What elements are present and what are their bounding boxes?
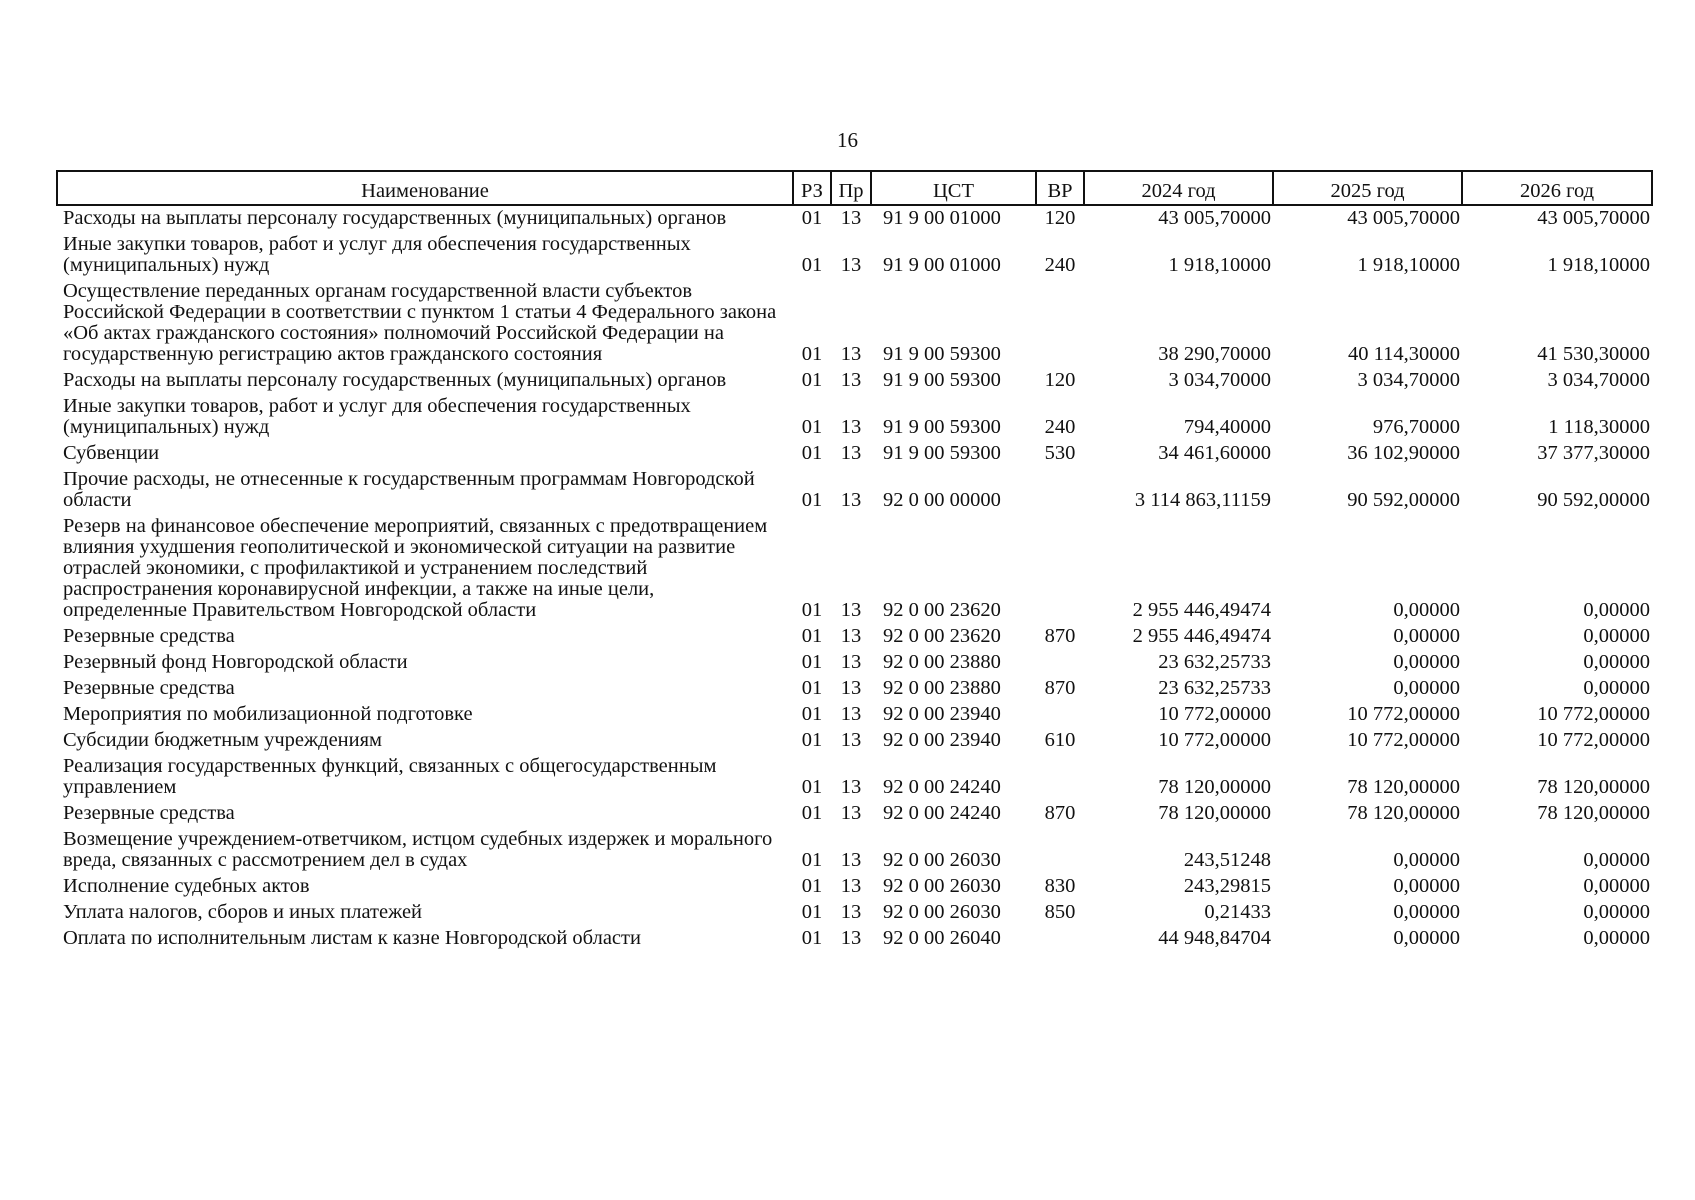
row-name: Резерв на финансовое обеспечение мероприятий, связанных с предотвращением влияния ухудшения геополитической и экономической ситуации на развитие отраслей экономики, с профилактикой и устранением последствий распространения коронавирусной инфекции, а также на иные цели, определенные Правительством Новгородской области — [63, 515, 768, 621]
row-vr — [1036, 754, 1084, 801]
row-pr: 13 — [840, 599, 862, 621]
row-amount-2025: 0,00000 — [1393, 849, 1460, 871]
table-row — [57, 926, 1652, 952]
row-pr: 13 — [840, 849, 862, 871]
row-name: Оплата по исполнительным листам к казне Новгородской области — [63, 927, 641, 949]
row-name: Резервный фонд Новгородской области — [63, 651, 408, 673]
row-vr — [1036, 514, 1084, 624]
row-cst: 92 0 00 24240 — [883, 776, 1001, 798]
row-pr: 13 — [840, 369, 862, 391]
row-rz: 01 — [801, 875, 823, 897]
row-amount-2024: 78 120,00000 — [1158, 802, 1271, 824]
row-amount-2024: 0,21433 — [1204, 901, 1271, 923]
row-amount-2026: 37 377,30000 — [1537, 442, 1650, 464]
row-pr: 13 — [840, 776, 862, 798]
table-row — [57, 728, 1652, 754]
row-name: Резервные средства — [63, 802, 235, 824]
row-name: Резервные средства — [63, 677, 235, 699]
row-name: Расходы на выплаты персоналу государственных (муниципальных) органов — [63, 207, 727, 229]
row-amount-2026: 0,00000 — [1583, 849, 1650, 871]
row-amount-2025: 43 005,70000 — [1347, 207, 1460, 229]
row-amount-2026: 43 005,70000 — [1537, 207, 1650, 229]
row-rz: 01 — [801, 369, 823, 391]
row-pr: 13 — [840, 677, 862, 699]
table-header-row — [57, 171, 1652, 205]
table-row — [57, 394, 1652, 441]
row-rz: 01 — [801, 703, 823, 725]
row-rz: 01 — [801, 677, 823, 699]
row-cst: 92 0 00 23620 — [883, 599, 1001, 621]
row-pr: 13 — [840, 901, 862, 923]
row-rz: 01 — [801, 254, 823, 276]
row-cst: 91 9 00 01000 — [883, 254, 1001, 276]
row-vr: 870 — [1044, 677, 1076, 699]
row-amount-2026: 0,00000 — [1583, 625, 1650, 647]
row-amount-2025: 3 034,70000 — [1357, 369, 1460, 391]
row-amount-2024: 1 918,10000 — [1168, 254, 1271, 276]
row-cst: 91 9 00 59300 — [883, 442, 1001, 464]
row-pr: 13 — [840, 927, 862, 949]
row-amount-2026: 0,00000 — [1583, 599, 1650, 621]
row-rz: 01 — [801, 849, 823, 871]
header-vr: ВР — [1036, 171, 1084, 205]
row-amount-2024: 243,29815 — [1183, 875, 1271, 897]
table-row — [57, 676, 1652, 702]
row-rz: 01 — [801, 207, 823, 229]
row-pr: 13 — [840, 489, 862, 511]
row-amount-2026: 78 120,00000 — [1537, 776, 1650, 798]
row-name: Резервные средства — [63, 625, 235, 647]
row-vr: 240 — [1044, 254, 1076, 276]
row-vr: 870 — [1044, 802, 1076, 824]
row-pr: 13 — [840, 651, 862, 673]
table-row — [57, 624, 1652, 650]
row-amount-2026: 0,00000 — [1583, 927, 1650, 949]
budget-table — [56, 170, 1653, 952]
row-amount-2024: 43 005,70000 — [1158, 207, 1271, 229]
table-row — [57, 467, 1652, 514]
row-cst: 92 0 00 23620 — [883, 625, 1001, 647]
row-rz: 01 — [801, 442, 823, 464]
table-row — [57, 702, 1652, 728]
row-amount-2025: 0,00000 — [1393, 927, 1460, 949]
row-cst: 92 0 00 23880 — [883, 677, 1001, 699]
row-vr: 830 — [1044, 875, 1076, 897]
row-amount-2025: 78 120,00000 — [1347, 776, 1460, 798]
row-cst: 91 9 00 59300 — [883, 343, 1001, 365]
row-amount-2024: 2 955 446,49474 — [1132, 625, 1271, 647]
row-name: Иные закупки товаров, работ и услуг для обеспечения государственных (муниципальных) нужд — [63, 233, 691, 276]
row-cst: 92 0 00 23880 — [883, 651, 1001, 673]
row-rz: 01 — [801, 776, 823, 798]
row-amount-2025: 36 102,90000 — [1347, 442, 1460, 464]
row-cst: 91 9 00 01000 — [883, 207, 1001, 229]
row-amount-2026: 0,00000 — [1583, 875, 1650, 897]
row-rz: 01 — [801, 729, 823, 751]
row-vr: 120 — [1044, 369, 1076, 391]
table-row — [57, 441, 1652, 467]
row-pr: 13 — [840, 625, 862, 647]
table-row — [57, 279, 1652, 368]
row-pr: 13 — [840, 703, 862, 725]
row-name: Исполнение судебных актов — [63, 875, 310, 897]
row-cst: 92 0 00 26030 — [883, 849, 1001, 871]
row-cst: 92 0 00 23940 — [883, 703, 1001, 725]
row-amount-2024: 23 632,25733 — [1158, 651, 1271, 673]
row-vr: 120 — [1044, 207, 1076, 229]
table-row — [57, 827, 1652, 874]
row-amount-2025: 0,00000 — [1393, 677, 1460, 699]
row-rz: 01 — [801, 489, 823, 511]
table-body — [57, 205, 1652, 952]
row-amount-2024: 78 120,00000 — [1158, 776, 1271, 798]
table-row — [57, 801, 1652, 827]
header-year-2024: 2024 год — [1084, 171, 1273, 205]
row-cst: 92 0 00 24240 — [883, 802, 1001, 824]
row-vr: 530 — [1044, 442, 1076, 464]
row-amount-2025: 78 120,00000 — [1347, 802, 1460, 824]
row-amount-2026: 1 918,10000 — [1547, 254, 1650, 276]
row-vr: 850 — [1044, 901, 1076, 923]
row-amount-2026: 3 034,70000 — [1547, 369, 1650, 391]
row-amount-2025: 1 918,10000 — [1357, 254, 1460, 276]
row-vr: 240 — [1044, 416, 1076, 438]
row-amount-2024: 243,51248 — [1183, 849, 1271, 871]
row-rz: 01 — [801, 802, 823, 824]
row-vr — [1036, 827, 1084, 874]
row-amount-2026: 0,00000 — [1583, 677, 1650, 699]
row-name: Осуществление переданных органам государственной власти субъектов Российской Федерации в соответствии с пунктом 1 статьи 4 Федерального закона «Об актах гражданского состояния» полномочий Российской Федерации на государственную регистрацию актов гражданского состояния — [63, 280, 777, 365]
row-rz: 01 — [801, 343, 823, 365]
row-amount-2024: 34 461,60000 — [1158, 442, 1271, 464]
row-name: Прочие расходы, не отнесенные к государственным программам Новгородской области — [63, 468, 755, 511]
row-pr: 13 — [840, 442, 862, 464]
row-amount-2026: 10 772,00000 — [1537, 729, 1650, 751]
table-row — [57, 514, 1652, 624]
row-pr: 13 — [840, 416, 862, 438]
row-amount-2025: 0,00000 — [1393, 599, 1460, 621]
row-amount-2024: 794,40000 — [1183, 416, 1271, 438]
table-row — [57, 232, 1652, 279]
row-amount-2025: 0,00000 — [1393, 625, 1460, 647]
row-amount-2025: 0,00000 — [1393, 901, 1460, 923]
header-pr: Пр — [831, 171, 871, 205]
row-amount-2026: 0,00000 — [1583, 651, 1650, 673]
row-amount-2025: 10 772,00000 — [1347, 729, 1460, 751]
row-amount-2026: 10 772,00000 — [1537, 703, 1650, 725]
header-year-2025: 2025 год — [1273, 171, 1462, 205]
row-amount-2025: 10 772,00000 — [1347, 703, 1460, 725]
row-amount-2025: 40 114,30000 — [1348, 343, 1460, 365]
row-name: Расходы на выплаты персоналу государственных (муниципальных) органов — [63, 369, 727, 391]
row-amount-2026: 78 120,00000 — [1537, 802, 1650, 824]
row-name: Мероприятия по мобилизационной подготовке — [63, 703, 473, 725]
row-cst: 91 9 00 59300 — [883, 416, 1001, 438]
row-pr: 13 — [840, 343, 862, 365]
row-vr — [1036, 702, 1084, 728]
row-rz: 01 — [801, 416, 823, 438]
row-cst: 92 0 00 00000 — [883, 489, 1001, 511]
row-amount-2024: 3 114 863,11159 — [1134, 489, 1271, 511]
row-pr: 13 — [840, 729, 862, 751]
row-name: Субсидии бюджетным учреждениям — [63, 729, 383, 751]
row-pr: 13 — [840, 207, 862, 229]
header-cst: ЦСТ — [871, 171, 1036, 205]
row-cst: 92 0 00 23940 — [883, 729, 1001, 751]
row-amount-2024: 38 290,70000 — [1158, 343, 1271, 365]
row-amount-2026: 0,00000 — [1583, 901, 1650, 923]
row-name: Иные закупки товаров, работ и услуг для обеспечения государственных (муниципальных) нужд — [63, 395, 691, 438]
row-rz: 01 — [801, 599, 823, 621]
row-amount-2025: 0,00000 — [1393, 651, 1460, 673]
row-rz: 01 — [801, 651, 823, 673]
row-vr — [1036, 279, 1084, 368]
header-rz: РЗ — [793, 171, 831, 205]
row-name: Субвенции — [63, 442, 160, 464]
row-amount-2025: 90 592,00000 — [1347, 489, 1460, 511]
row-amount-2024: 3 034,70000 — [1168, 369, 1271, 391]
row-rz: 01 — [801, 927, 823, 949]
table-row — [57, 205, 1652, 232]
row-name: Уплата налогов, сборов и иных платежей — [63, 901, 423, 923]
row-amount-2024: 10 772,00000 — [1158, 703, 1271, 725]
row-amount-2026: 41 530,30000 — [1537, 343, 1650, 365]
row-amount-2026: 1 118,30000 — [1548, 416, 1650, 438]
row-pr: 13 — [840, 875, 862, 897]
row-pr: 13 — [840, 254, 862, 276]
table-row — [57, 754, 1652, 801]
row-pr: 13 — [840, 802, 862, 824]
row-amount-2024: 44 948,84704 — [1158, 927, 1271, 949]
header-year-2026: 2026 год — [1462, 171, 1652, 205]
header-name: Наименование — [57, 171, 793, 205]
row-cst: 92 0 00 26030 — [883, 901, 1001, 923]
row-cst: 92 0 00 26030 — [883, 875, 1001, 897]
row-vr: 610 — [1044, 729, 1076, 751]
row-amount-2024: 23 632,25733 — [1158, 677, 1271, 699]
row-rz: 01 — [801, 625, 823, 647]
row-amount-2025: 0,00000 — [1393, 875, 1460, 897]
table-row — [57, 368, 1652, 394]
row-cst: 92 0 00 26040 — [883, 927, 1001, 949]
row-name: Возмещение учреждением-ответчиком, истцом судебных издержек и морального вреда, связанных с рассмотрением дел в судах — [63, 828, 773, 871]
row-amount-2026: 90 592,00000 — [1537, 489, 1650, 511]
page-number: 16 — [837, 128, 858, 152]
row-cst: 91 9 00 59300 — [883, 369, 1001, 391]
row-vr — [1036, 926, 1084, 952]
row-vr — [1036, 467, 1084, 514]
row-vr — [1036, 650, 1084, 676]
row-amount-2024: 10 772,00000 — [1158, 729, 1271, 751]
row-name: Реализация государственных функций, связанных с общегосударственным управлением — [63, 755, 717, 798]
table-row — [57, 900, 1652, 926]
table-row — [57, 650, 1652, 676]
row-amount-2024: 2 955 446,49474 — [1132, 599, 1271, 621]
row-amount-2025: 976,70000 — [1372, 416, 1460, 438]
row-rz: 01 — [801, 901, 823, 923]
row-vr: 870 — [1044, 625, 1076, 647]
table-row — [57, 874, 1652, 900]
